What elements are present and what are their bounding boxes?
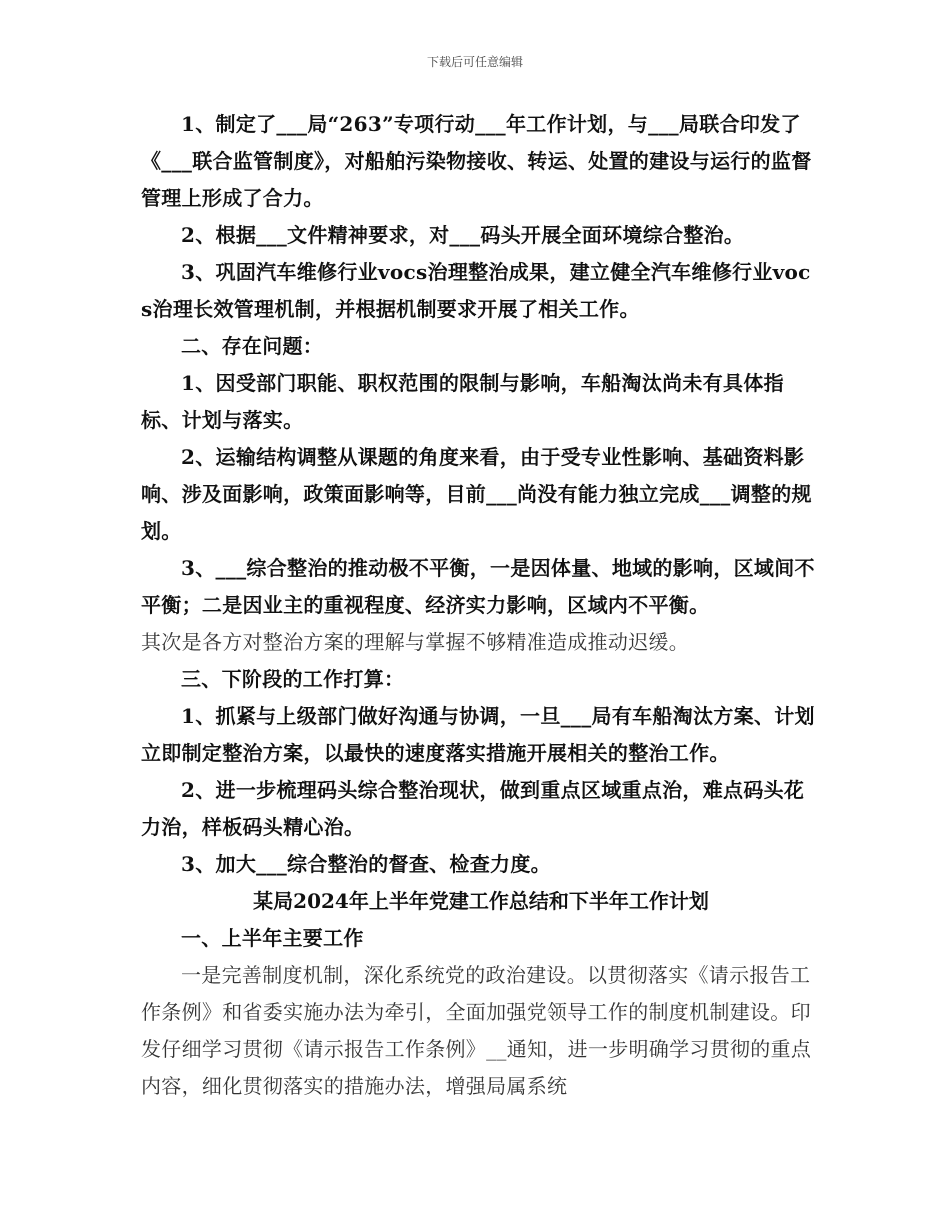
section-heading-problems: 二、存在问题： (181, 334, 324, 358)
section-heading-plans: 三、下阶段的工作打算： (181, 667, 405, 691)
paragraph-6: 2、运输结构调整从课题的角度来看，由于受专业性影响、基础资料影响、涉及面影响，政策面影响等，目前___尚没有能力独立完成___调整的规划。 (141, 445, 812, 543)
paragraph-12: 3、加大___综合整治的督查、检查力度。 (181, 852, 551, 876)
paragraph-8: 其次是各方对整治方案的理解与掌握不够精准造成推动迟缓。 (141, 630, 690, 654)
page-header: 下载后可任意编辑 (426, 55, 523, 69)
paragraph-1: 1、制定了___局“263”专项行动___年工作计划，与___局联合印发了《___联合监管制度》，对船舶污染物接收、转运、处置的建设与运行的监督管理上形成了合力。 (141, 112, 812, 210)
paragraph-2: 2、根据___文件精神要求，对___码头开展全面环境综合整治。 (181, 223, 745, 247)
paragraph-15: 一是完善制度机制，深化系统党的政治建设。以贯彻落实《请示报告工作条例》和省委实施办法为牵引，全面加强党领导工作的制度机制建设。印发仔细学习贯彻《请示报告工作条例》__通知，进一步明确学习贯彻的重点内容，细化贯彻落实的措施办法，增强局属系统 (141, 963, 812, 1098)
paragraph-11: 2、进一步梳理码头综合整治现状，做到重点区域重点治，难点码头花力治，样板码头精心治。 (141, 778, 805, 839)
document-title: 某局2024年上半年党建工作总结和下半年工作计划 (253, 889, 709, 913)
paragraph-3: 3、巩固汽车维修行业vocs治理整治成果，建立健全汽车维修行业vocs治理长效管理机制，并根据机制要求开展了相关工作。 (141, 260, 811, 321)
paragraph-7: 3、___综合整治的推动极不平衡，一是因体量、地域的影响，区域间不平衡；二是因业主的重视程度、经济实力影响，区域内不平衡。 (141, 556, 815, 617)
paragraph-10: 1、抓紧与上级部门做好沟通与协调，一旦___局有车船淘汰方案、计划立即制定整治方案，以最快的速度落实措施开展相关的整治工作。 (141, 704, 815, 765)
document-body (141, 106, 821, 1105)
paragraph-5: 1、因受部门职能、职权范围的限制与影响，车船淘汰尚未有具体指标、计划与落实。 (141, 371, 784, 432)
section-heading-main-work: 一、上半年主要工作 (181, 926, 364, 950)
